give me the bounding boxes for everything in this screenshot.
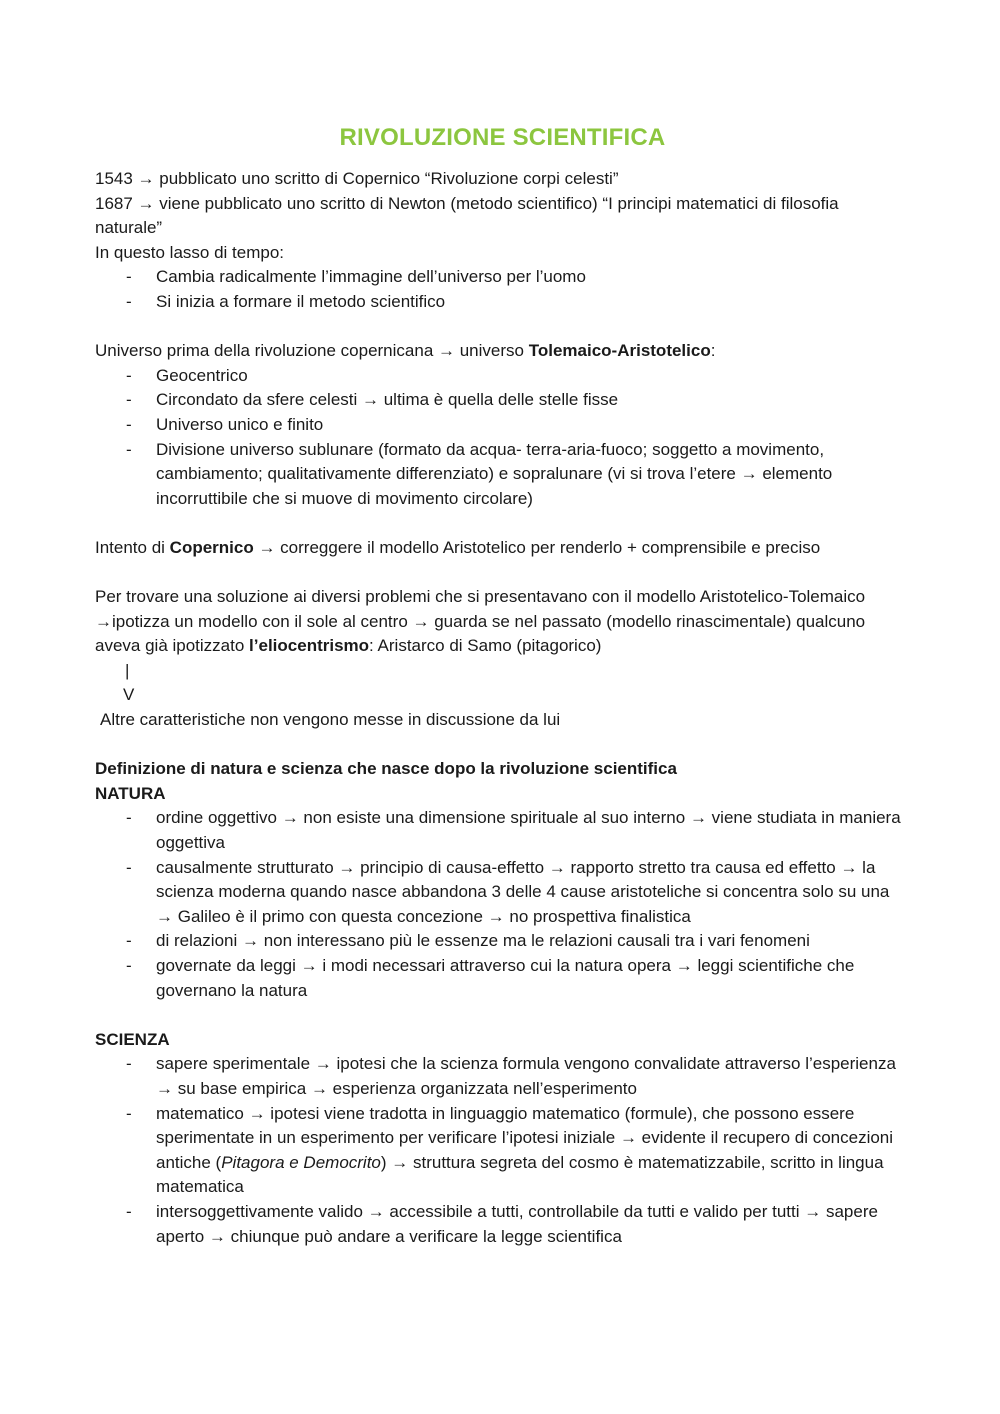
spacer (95, 511, 910, 536)
dash-bullet: - (126, 808, 132, 828)
spacer (95, 315, 910, 340)
dash-bullet: - (126, 365, 132, 385)
intro-line-1543: 1543 → pubblicato uno scritto di Copernico “Rivoluzione corpi celesti” (95, 169, 619, 188)
dash-bullet: - (126, 390, 132, 410)
list-item: - Cambia radicalmente l’immagine dell’universo per l’uomo (156, 265, 910, 290)
dash-bullet: - (126, 931, 132, 951)
dash-bullet: - (126, 267, 132, 287)
list-item: - intersoggettivamente valido → accessibile a tutti, controllabile da tutti e valido per tutti → sapere aperto → chiunque può andare a verificare la legge scientifica (126, 1201, 878, 1246)
copernico-paragraph: Intento di Copernico → correggere il modello Aristotelico per renderlo + comprensibile e preciso (95, 537, 821, 557)
intro-list (95, 265, 910, 314)
natura-label: NATURA (95, 783, 166, 803)
spacer (95, 1003, 910, 1028)
list-item: - causalmente strutturato → principio di causa-effetto → rapporto stretto tra causa ed effetto → la scienza moderna quando nasce abbandona 3 delle 4 cause aristoteliche si concentra solo su una → Galileo è il primo con questa concezione → no prospettiva finalistica (126, 857, 890, 926)
intro-line-timespan: In questo lasso di tempo: (95, 242, 285, 262)
list-item: - governate da leggi → i modi necessari attraverso cui la natura opera → leggi scientifiche che governano la natura (126, 956, 855, 1000)
dash-bullet: - (126, 439, 132, 459)
scienza-label: SCIENZA (95, 1029, 170, 1049)
soluzione-paragraph: Per trovare una soluzione ai diversi problemi che si presentavano con il modello Aristotelico-Tolemaico →ipotizza un modello con il sole al centro → guarda se nel passato (modello rinascimentale) qualcuno aveva già ipotizzato l’eliocentrismo: Aristarco di Samo (pitagorico) (95, 587, 866, 656)
universo-list (95, 364, 910, 512)
list-item: - ordine oggettivo → non esiste una dimensione spirituale al suo interno → viene studiata in maniera oggettiva (126, 808, 901, 853)
dash-bullet: - (126, 1201, 132, 1221)
spacer (95, 733, 910, 758)
definizione-heading: Definizione di natura e scienza che nasce dopo la rivoluzione scientifica (95, 759, 677, 779)
soluzione-after: Altre caratteristiche non vengono messe in discussione da lui (100, 710, 561, 730)
down-arrow-shaft: | (125, 660, 130, 680)
list-item: - sapere sperimentale → ipotesi che la scienza formula vengono convalidate attraverso l’esperienza → su base empirica → esperienza organizzata nell’esperimento (126, 1054, 896, 1098)
natura-list (95, 806, 910, 1003)
dash-bullet: - (126, 414, 132, 434)
dash-bullet: - (126, 956, 132, 975)
list-item: - Circondato da sfere celesti → ultima è quella delle stelle fisse (156, 388, 910, 413)
list-item: - Universo unico e finito (156, 413, 910, 438)
list-item: - Divisione universo sublunare (formato da acqua- terra-aria-fuoco; soggetto a movimento, cambiamento; qualitativamente differenziato) e sopralunare (vi si trova l’etere → elemento incorruttibile che si muove di movimento circolare) (126, 439, 833, 508)
list-item: - matematico → ipotesi viene tradotta in linguaggio matematico (formule), che possono essere sperimentate in un esperimento per verificare l’ipotesi iniziale → evidente il recupero di concezioni antiche (Pitagora e Democrito) → struttura segreta del cosmo è matematizzabile, scritto in lingua matematica (126, 1103, 894, 1197)
dash-bullet: - (126, 1103, 132, 1123)
dash-bullet: - (126, 291, 132, 311)
list-item: - Si inizia a formare il metodo scientifico (156, 290, 910, 315)
dash-bullet: - (126, 857, 132, 877)
list-item: - di relazioni → non interessano più le essenze ma le relazioni causali tra i vari fenomeni (156, 929, 910, 954)
dash-bullet: - (126, 1054, 132, 1074)
down-arrow-head: V (123, 685, 135, 705)
spacer (95, 561, 910, 586)
page-title: RIVOLUZIONE SCIENTIFICA (339, 124, 666, 151)
intro-line-1687: 1687 → viene pubblicato uno scritto di Newton (metodo scientifico) “I principi matematici di filosofia naturale” (95, 193, 839, 238)
scienza-list (95, 1052, 910, 1249)
universo-lead: Universo prima della rivoluzione copernicana → universo Tolemaico-Aristotelico: (95, 341, 716, 361)
list-item: - Geocentrico (156, 364, 910, 389)
